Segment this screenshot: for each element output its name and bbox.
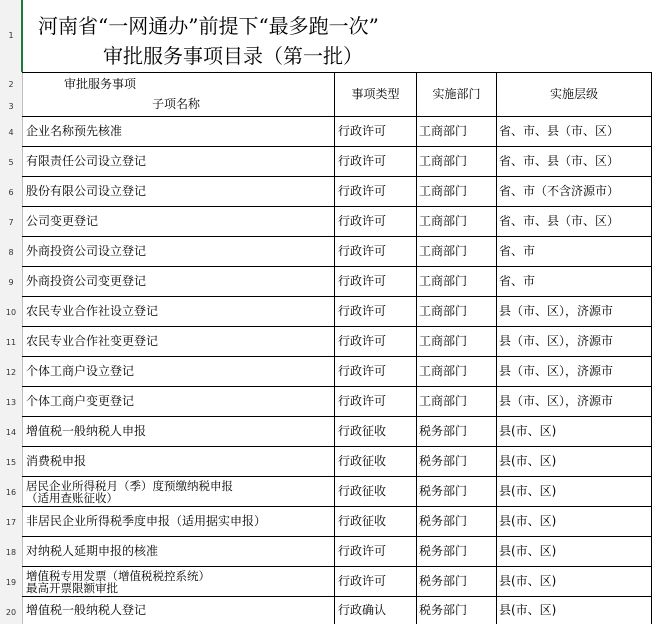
cell-item-type[interactable]: 行政许可 [338,544,387,558]
cell-level[interactable]: 县(市、区) [499,544,557,558]
row-number[interactable]: 7 [8,218,14,227]
cell-item-type[interactable]: 行政征收 [338,514,387,528]
row-number[interactable]: 15 [5,458,17,467]
cell-item-type[interactable]: 行政许可 [338,394,387,408]
row-number[interactable]: 20 [5,608,17,617]
row-number[interactable]: 10 [5,308,17,317]
cell-department[interactable]: 税务部门 [419,454,468,468]
cell-sub-item-name[interactable]: 增值税一般纳税人申报 [26,424,147,438]
cell-sub-item-name[interactable]: 股份有限公司设立登记 [26,184,147,198]
header-sub-item-name: 子项名称 [152,96,201,111]
cell-item-type[interactable]: 行政许可 [338,334,387,348]
cell-text-line: 增值税专用发票（增值税税控系统） [26,568,210,583]
cell-department[interactable]: 税务部门 [419,603,468,617]
cell-sub-item-name[interactable] [26,567,332,596]
row-number[interactable]: 12 [5,368,17,377]
cell-level[interactable]: 县（市、区），济源市 [499,334,614,348]
cell-item-type[interactable]: 行政许可 [338,184,387,198]
cell-item-type[interactable]: 行政许可 [338,574,387,588]
cell-department[interactable]: 工商部门 [419,154,468,168]
cell-level[interactable]: 县(市、区) [499,574,557,588]
cell-level[interactable]: 县(市、区) [499,603,557,617]
grid-line [496,72,497,624]
row-number[interactable]: 8 [8,248,14,257]
cell-department[interactable]: 税务部门 [419,484,468,498]
cell-level[interactable]: 省、市、县（市、区） [499,214,620,228]
cell-item-type[interactable]: 行政许可 [338,274,387,288]
row-number-column [0,0,23,624]
cell-sub-item-name[interactable]: 增值税一般纳税人登记 [26,603,147,617]
cell-sub-item-name[interactable] [26,477,332,506]
cell-department[interactable]: 工商部门 [419,274,468,288]
row-number[interactable]: 1 [8,31,14,40]
cell-text-line: 居民企业所得税月（季）度预缴纳税申报 [26,478,233,493]
row-number[interactable]: 9 [8,278,14,287]
cell-sub-item-name[interactable]: 外商投资公司变更登记 [26,274,147,288]
cell-sub-item-name[interactable]: 消费税申报 [26,454,87,468]
cell-department[interactable]: 工商部门 [419,184,468,198]
row-number[interactable]: 14 [5,428,17,437]
cell-item-type[interactable]: 行政征收 [338,484,387,498]
cell-level[interactable]: 县(市、区) [499,484,557,498]
cell-item-type[interactable]: 行政征收 [338,424,387,438]
cell-level[interactable]: 县（市、区），济源市 [499,394,614,408]
cell-sub-item-name[interactable]: 有限责任公司设立登记 [26,154,147,168]
header-department: 实施部门 [432,86,481,101]
header-service-items: 审批服务事项 [64,76,137,91]
cell-level[interactable]: 省、市、县（市、区） [499,124,620,138]
cell-department[interactable]: 工商部门 [419,214,468,228]
cell-department[interactable]: 税务部门 [419,574,468,588]
cell-sub-item-name[interactable]: 个体工商户变更登记 [26,394,135,408]
cell-item-type[interactable]: 行政许可 [338,154,387,168]
cell-item-type[interactable]: 行政许可 [338,124,387,138]
cell-level[interactable]: 省、市、县（市、区） [499,154,620,168]
row-number[interactable]: 16 [5,488,17,497]
cell-level[interactable]: 县(市、区) [499,514,557,528]
cell-item-type[interactable]: 行政许可 [338,364,387,378]
cell-text-line: 最高开票限额审批 [26,580,118,595]
cell-level[interactable]: 县（市、区），济源市 [499,364,614,378]
row-number[interactable]: 3 [8,102,14,111]
row-number[interactable]: 6 [8,188,14,197]
cell-item-type[interactable]: 行政许可 [338,244,387,258]
header-level: 实施层级 [549,86,598,101]
cell-level[interactable]: 县(市、区) [499,454,557,468]
grid-line [334,72,335,624]
grid-line [416,72,417,624]
cell-sub-item-name[interactable]: 对纳税人延期申报的核准 [26,544,159,558]
cell-department[interactable]: 税务部门 [419,544,468,558]
document-title-line-1: 河南省“一网通办”前提下“最多跑一次” [38,14,379,38]
row-number[interactable]: 5 [8,158,14,167]
row-number[interactable]: 13 [5,398,17,407]
cell-department[interactable]: 工商部门 [419,394,468,408]
cell-sub-item-name[interactable]: 个体工商户设立登记 [26,364,135,378]
cell-text-line: （适用查账征收） [26,490,118,505]
cell-department[interactable]: 工商部门 [419,124,468,138]
row-number[interactable]: 17 [5,518,17,527]
cell-sub-item-name[interactable]: 农民专业合作社变更登记 [26,334,159,348]
row-number[interactable]: 4 [8,128,14,137]
cell-level[interactable]: 县（市、区），济源市 [499,304,614,318]
row-number[interactable]: 2 [8,80,14,89]
cell-level[interactable]: 省、市（不含济源市） [499,184,620,198]
cell-department[interactable]: 工商部门 [419,304,468,318]
cell-sub-item-name[interactable]: 农民专业合作社设立登记 [26,304,159,318]
cell-item-type[interactable]: 行政许可 [338,304,387,318]
cell-sub-item-name[interactable]: 企业名称预先核准 [26,124,123,138]
cell-sub-item-name[interactable]: 外商投资公司设立登记 [26,244,147,258]
cell-department[interactable]: 税务部门 [419,424,468,438]
cell-department[interactable]: 工商部门 [419,244,468,258]
document-title-line-2: 审批服务事项目录（第一批） [103,44,363,68]
cell-department[interactable]: 工商部门 [419,334,468,348]
cell-sub-item-name[interactable]: 非居民企业所得税季度申报（适用据实申报） [26,514,267,528]
cell-level[interactable]: 县(市、区) [499,424,557,438]
cell-level[interactable]: 省、市 [499,274,536,288]
cell-item-type[interactable]: 行政确认 [338,603,387,617]
cell-level[interactable]: 省、市 [499,244,536,258]
cell-item-type[interactable]: 行政许可 [338,214,387,228]
row-number[interactable]: 18 [5,548,17,557]
cell-department[interactable]: 工商部门 [419,364,468,378]
cell-item-type[interactable]: 行政征收 [338,454,387,468]
row-number[interactable]: 11 [5,338,17,347]
cell-sub-item-name[interactable]: 公司变更登记 [26,214,99,228]
cell-department[interactable]: 税务部门 [419,514,468,528]
header-item-type: 事项类型 [351,86,400,101]
row-number[interactable]: 19 [5,578,17,587]
